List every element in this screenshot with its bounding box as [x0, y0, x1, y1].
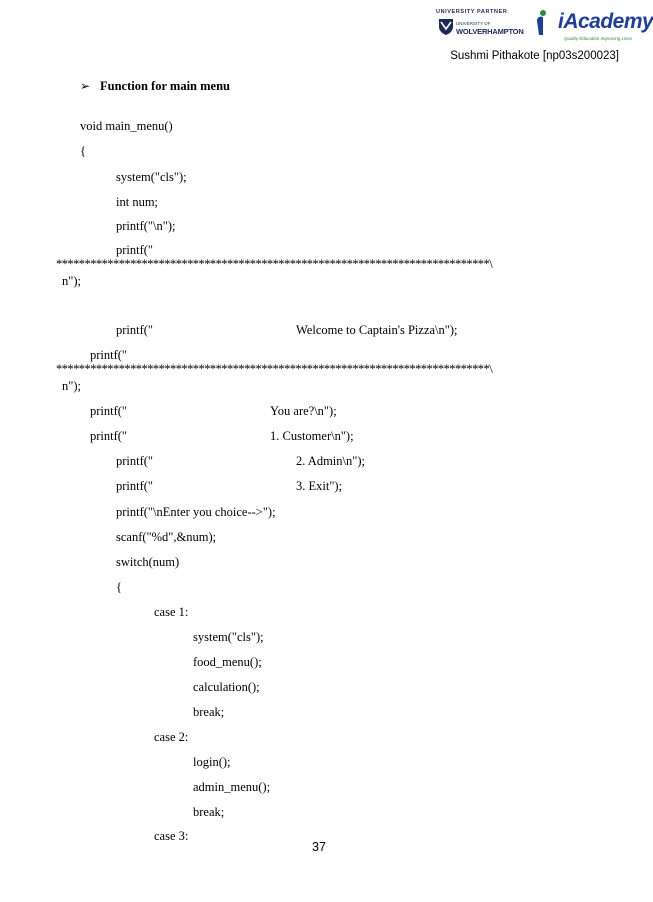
code-line: n");	[62, 379, 81, 393]
code-line: int num;	[116, 195, 159, 209]
arrow-bullet-icon: ➢	[80, 79, 91, 93]
iacademy-wordmark: iAcademy	[558, 10, 653, 33]
code-line: You are?\n");	[270, 404, 337, 418]
code-line: login();	[193, 755, 231, 769]
code-line: {	[116, 580, 122, 594]
code-line: switch(num)	[116, 555, 180, 569]
university-of-label: UNIVERSITY OF	[456, 21, 491, 26]
wolverhampton-logo	[436, 9, 531, 39]
author-label: Sushmi Pithakote [np03s200023]	[450, 50, 619, 62]
code-line: Welcome to Captain's Pizza\n");	[296, 323, 458, 337]
iacademy-tagline: Quality Education Improving Lives	[564, 36, 633, 41]
code-line: printf("	[116, 479, 154, 493]
iacademy-logo	[534, 9, 653, 41]
code-line: case 1:	[154, 605, 189, 619]
code-line: printf("	[116, 323, 154, 337]
code-line: case 3:	[154, 829, 189, 843]
code-line: case 2:	[154, 730, 189, 744]
code-line: food_menu();	[193, 655, 262, 669]
section-heading	[80, 79, 230, 94]
wolverhampton-shield-icon	[439, 19, 453, 35]
code-line: printf("\nEnter you choice-->");	[116, 505, 276, 519]
code-line: 2. Admin\n");	[296, 454, 365, 468]
wolverhampton-label: WOLVERHAMPTON	[456, 27, 524, 36]
section-heading-text: Function for main menu	[100, 79, 230, 93]
university-partner-label: UNIVERSITY PARTNER	[436, 9, 508, 15]
code-line: admin_menu();	[193, 780, 271, 794]
code-line: break;	[193, 705, 225, 719]
code-line: printf("\n");	[116, 219, 176, 233]
code-line: printf("	[90, 404, 128, 418]
code-line: break;	[193, 805, 225, 819]
code-line: calculation();	[193, 680, 260, 694]
page-number: 37	[312, 840, 326, 854]
code-line-stars: ****************************************************************************\	[56, 257, 493, 271]
code-line: n");	[62, 274, 81, 288]
code-line: scanf("%d",&num);	[116, 530, 217, 544]
code-line-stars: ****************************************************************************\	[56, 362, 493, 376]
code-line: printf("	[116, 454, 154, 468]
code-line: system("cls");	[193, 630, 264, 644]
code-line: printf("	[116, 243, 154, 257]
code-line: void main_menu()	[80, 119, 173, 133]
code-line: 1. Customer\n");	[270, 429, 354, 443]
code-line: printf("	[90, 348, 128, 362]
code-line: 3. Exit");	[296, 479, 343, 493]
code-line: system("cls");	[116, 170, 187, 184]
code-line: printf("	[90, 429, 128, 443]
code-line: {	[80, 144, 86, 158]
